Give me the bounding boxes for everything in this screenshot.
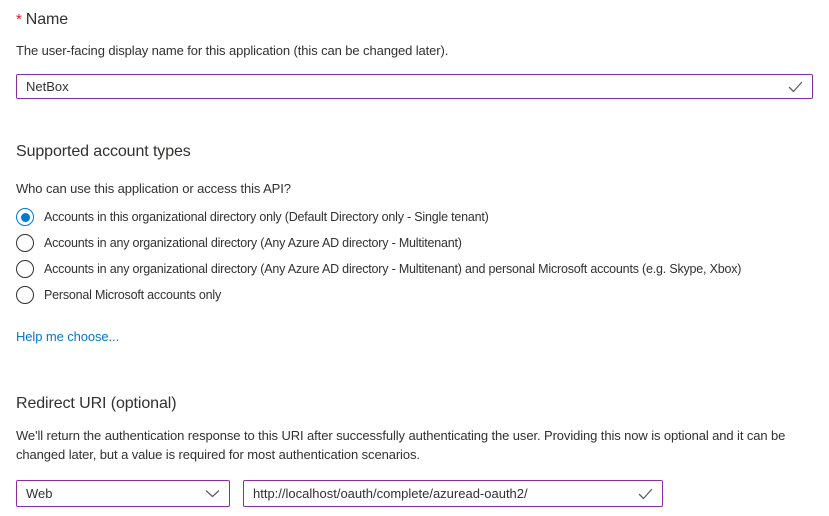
redirect-uri-description: We'll return the authentication response to this URI after successfully authenticating the user. Providing this now is optional and it can be changed later, but a value is required for most authentication scenarios. (16, 428, 786, 462)
radio-option-label: Accounts in any organizational directory (Any Azure AD directory - Multitenant) (44, 236, 462, 250)
name-label: Name (25, 11, 69, 28)
radio-option-single-tenant[interactable] (16, 204, 813, 230)
radio-button-icon[interactable] (16, 260, 34, 278)
radio-option-multitenant[interactable] (16, 230, 813, 256)
name-input[interactable] (17, 75, 812, 98)
name-field (16, 74, 813, 99)
chevron-down-icon (205, 489, 220, 498)
platform-select[interactable] (16, 480, 230, 507)
checkmark-icon (788, 81, 803, 93)
radio-button-icon[interactable] (16, 286, 34, 304)
supported-account-types-title: Supported account types (16, 143, 191, 160)
account-types-radio-group (16, 204, 813, 308)
radio-option-label: Personal Microsoft accounts only (44, 288, 222, 302)
radio-option-multitenant-personal[interactable] (16, 256, 813, 282)
checkmark-icon (638, 488, 653, 500)
radio-button-icon[interactable] (16, 234, 34, 252)
redirect-uri-input[interactable] (244, 481, 662, 506)
platform-select-value: Web (26, 486, 53, 501)
radio-button-icon[interactable] (16, 208, 34, 226)
name-section-title (16, 11, 813, 29)
redirect-uri-field (243, 480, 663, 507)
required-asterisk: * (16, 11, 22, 28)
radio-option-personal-only[interactable] (16, 282, 813, 308)
redirect-uri-title: Redirect URI (optional) (16, 395, 177, 412)
radio-option-label: Accounts in any organizational directory (Any Azure AD directory - Multitenant) and personal Microsoft accounts (e.g. Skype, Xbox) (44, 262, 742, 276)
redirect-uri-row (16, 480, 813, 507)
name-description: The user-facing display name for this application (this can be changed later). (16, 43, 449, 58)
account-types-question: Who can use this application or access this API? (16, 181, 291, 196)
help-me-choose-link[interactable]: Help me choose... (16, 329, 120, 344)
radio-option-label: Accounts in this organizational directory only (Default Directory only - Single tenant) (44, 210, 489, 224)
